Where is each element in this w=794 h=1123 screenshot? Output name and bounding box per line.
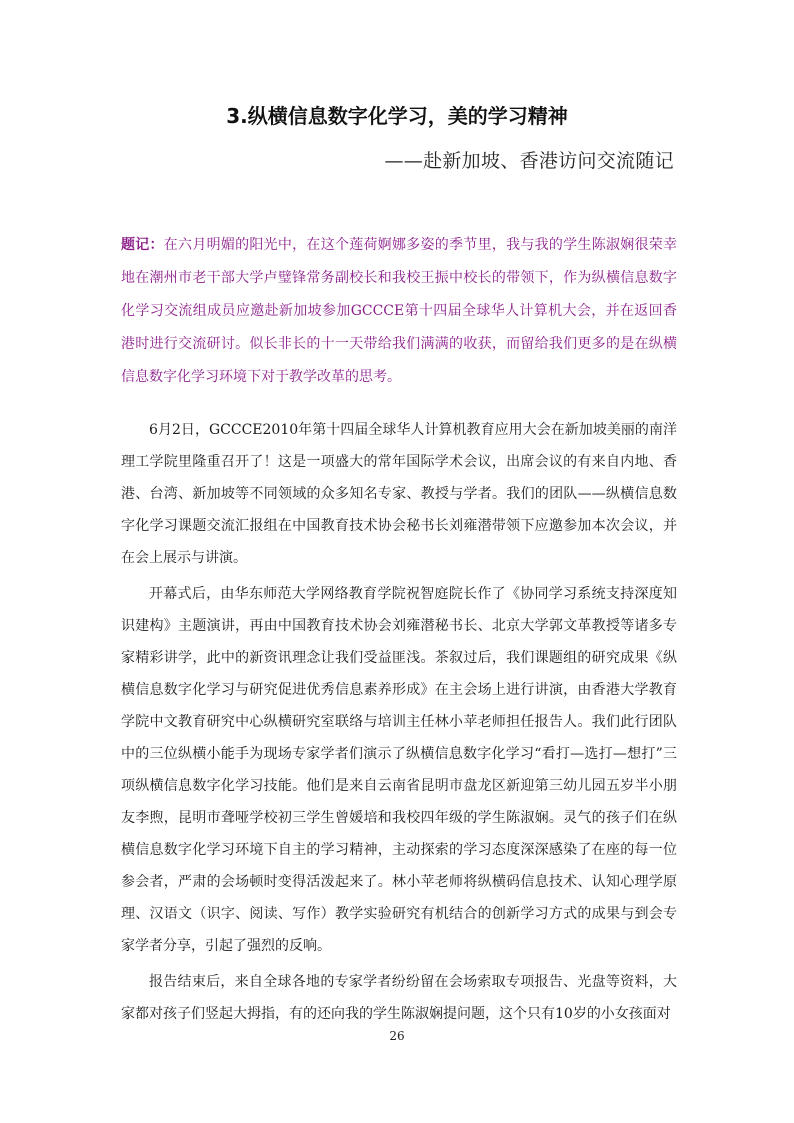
body-paragraph-3: 报告结束后，来自全球各地的专家学者纷纷留在会场索取专项报告、光盘等资料，大家都对孩子们竖起大拇指，有的还向我的学生陈淑娴提问题，这个只有10岁的小女孩面对 xyxy=(121,974,677,1022)
article-title: 3.纵横信息数字化学习，美的学习精神 xyxy=(226,104,568,128)
body-paragraph-1: 6月2日，GCCCE2010年第十四届全球华人计算机教育应用大会在新加坡美丽的南洋理工学院里隆重召开了！这是一项盛大的常年国际学术会议，出席会议的有来自内地、香港、台湾、新加坡等不同领域的众多知名专家、教授与学者。我们的团队——纵横信息数字化学习课题交流汇报组在中国教育技术协会秘书长刘雍潜带领下应邀参加本次会议，并在会上展示与讲演。 xyxy=(121,422,677,566)
page-number: 26 xyxy=(389,1029,405,1043)
article-subtitle: ——赴新加坡、香港访问交流随记 xyxy=(384,150,674,172)
body-paragraph-2: 开幕式后，由华东师范大学网络教育学院祝智庭院长作了《协同学习系统支持深度知识建构》主题演讲，再由中国教育技术协会刘雍潜秘书长、北京大学郭文革教授等诸多专家精彩讲学，此中的新资讯理念让我们受益匪浅。茶叙过后，我们课题组的研究成果《纵横信息数字化学习与研究促进优秀信息素养形成》在主会场上进行讲演，由香港大学教育学院中文教育研究中心纵横研究室联络与培训主任林小苹老师担任报告人。我们此行团队中的三位纵横小能手为现场专家学者们演示了纵横信息数字化学习“看打—选打—想打”三项纵横信息数字化学习技能。他们是来自云南省昆明市盘龙区新迎第三幼儿园五岁半小朋友李煦，昆明市聋哑学校初三学生曾媛培和我校四年级的学生陈淑娴。灵气的孩子们在纵横信息数字化学习环境下自主的学习精神，主动探索的学习态度深深感染了在座的每一位参会者，严肃的会场顿时变得活泼起来了。林小苹老师将纵横码信息技术、认知心理学原理、汉语文（识字、阅读、写作）教学实验研究有机结合的创新学习方式的成果与到会专家学者分享，引起了强烈的反响。 xyxy=(121,586,677,954)
preface-note xyxy=(121,229,677,394)
article-body xyxy=(121,414,677,1034)
preface-text: 在六月明媚的阳光中，在这个莲荷婀娜多姿的季节里，我与我的学生陈淑娴很荣幸地在潮州市老干部大学卢璧锋常务副校长和我校王振中校长的带领下，作为纵横信息数字化学习交流组成员应邀赴新加坡参加GCCCE第十四届全球华人计算机大会，并在返回香港时进行交流研讨。似长非长的十一天带给我们满满的收获，而留给我们更多的是在纵横信息数字化学习环境下对于教学改革的思考。 xyxy=(121,237,678,385)
preface-label: 题记： xyxy=(121,237,164,253)
